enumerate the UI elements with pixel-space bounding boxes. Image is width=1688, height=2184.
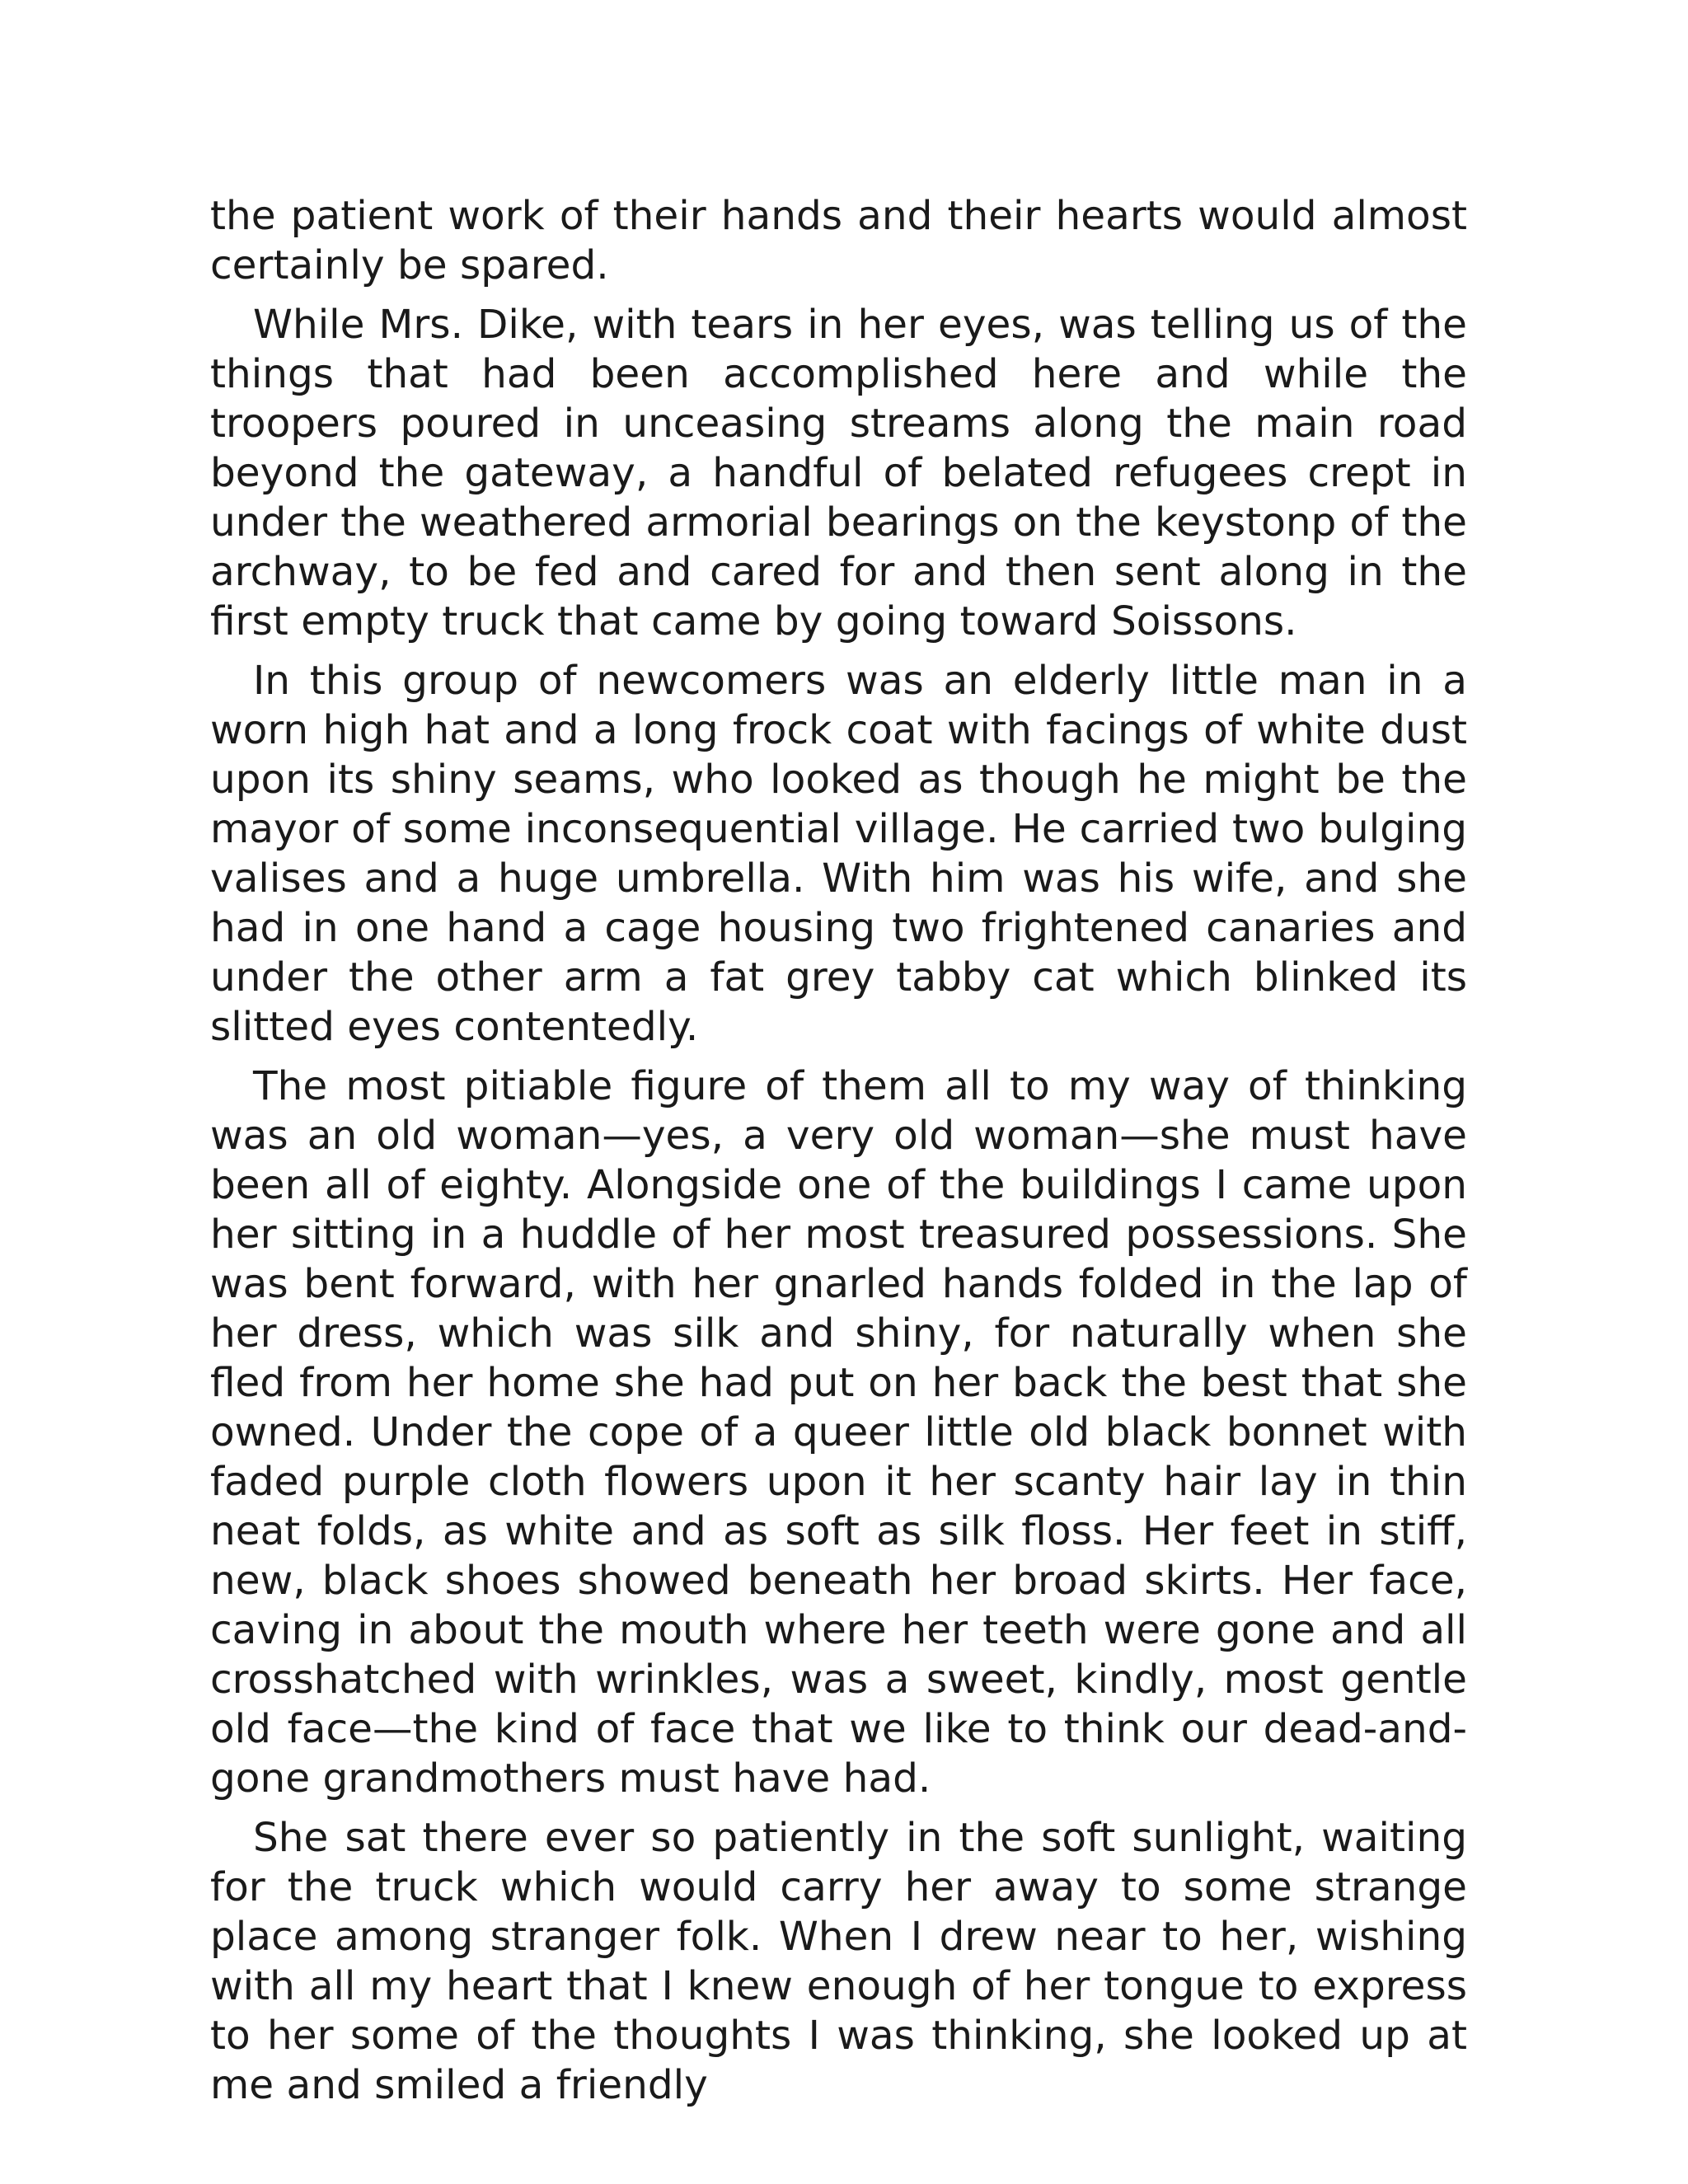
paragraph-2: While Mrs. Dike, with tears in her eyes, was telling us of the things that had been accomplished here and while the troopers poured in unceasing streams along the main road beyond the gateway, a handful of belated refugees crept in under the weathered armorial bearings on the keystonp of the archway, to be fed and cared for and then sent along in the first empty truck that came by going toward Soissons. [210, 302, 1467, 644]
paragraph-4: The most pitiable figure of them all to my way of thinking was an old woman—yes, a very old woman—she must have been all of eighty. Alongside one of the buildings I came upon her sitting in a huddle of her most treasured possessions. She was bent forward, with her gnarled hands folded in the lap of her dress, which was silk and shiny, for naturally when she fled from her home she had put on her back the best that she owned. Under the cope of a queer little old black bonnet with faded purple cloth flowers upon it her scanty hair lay in thin neat folds, as white and as soft as silk floss. Her feet in stiff, new, black shoes showed beneath her broad skirts. Her face, caving in about the mouth where her teeth were gone and all crosshatched with wrinkles, was a sweet, kindly, most gentle old face—the kind of face that we like to think our dead-and-gone grandmothers must have had. [210, 1063, 1467, 1802]
paragraph-3: In this group of newcomers was an elderly little man in a worn high hat and a long frock coat with facings of white dust upon its shiny seams, who looked as though he might be the mayor of some inconsequential village. He carried two bulging valises and a huge umbrella. With him was his wife, and she had in one hand a cage housing two frightened canaries and under the other arm a fat grey tabby cat which blinked its slitted eyes contentedly. [210, 658, 1467, 1050]
paragraph-5: She sat there ever so patiently in the soft sunlight, waiting for the truck which would carry her away to some strange place among stranger folk. When I drew near to her, wishing with all my heart that I knew enough of her tongue to express to her some of the thoughts I was thinking, she looked up at me and smiled a friendly [210, 1815, 1467, 2108]
page-body [210, 191, 1467, 2120]
paragraph-1: the patient work of their hands and their hearts would almost certainly be spared. [210, 193, 1467, 288]
